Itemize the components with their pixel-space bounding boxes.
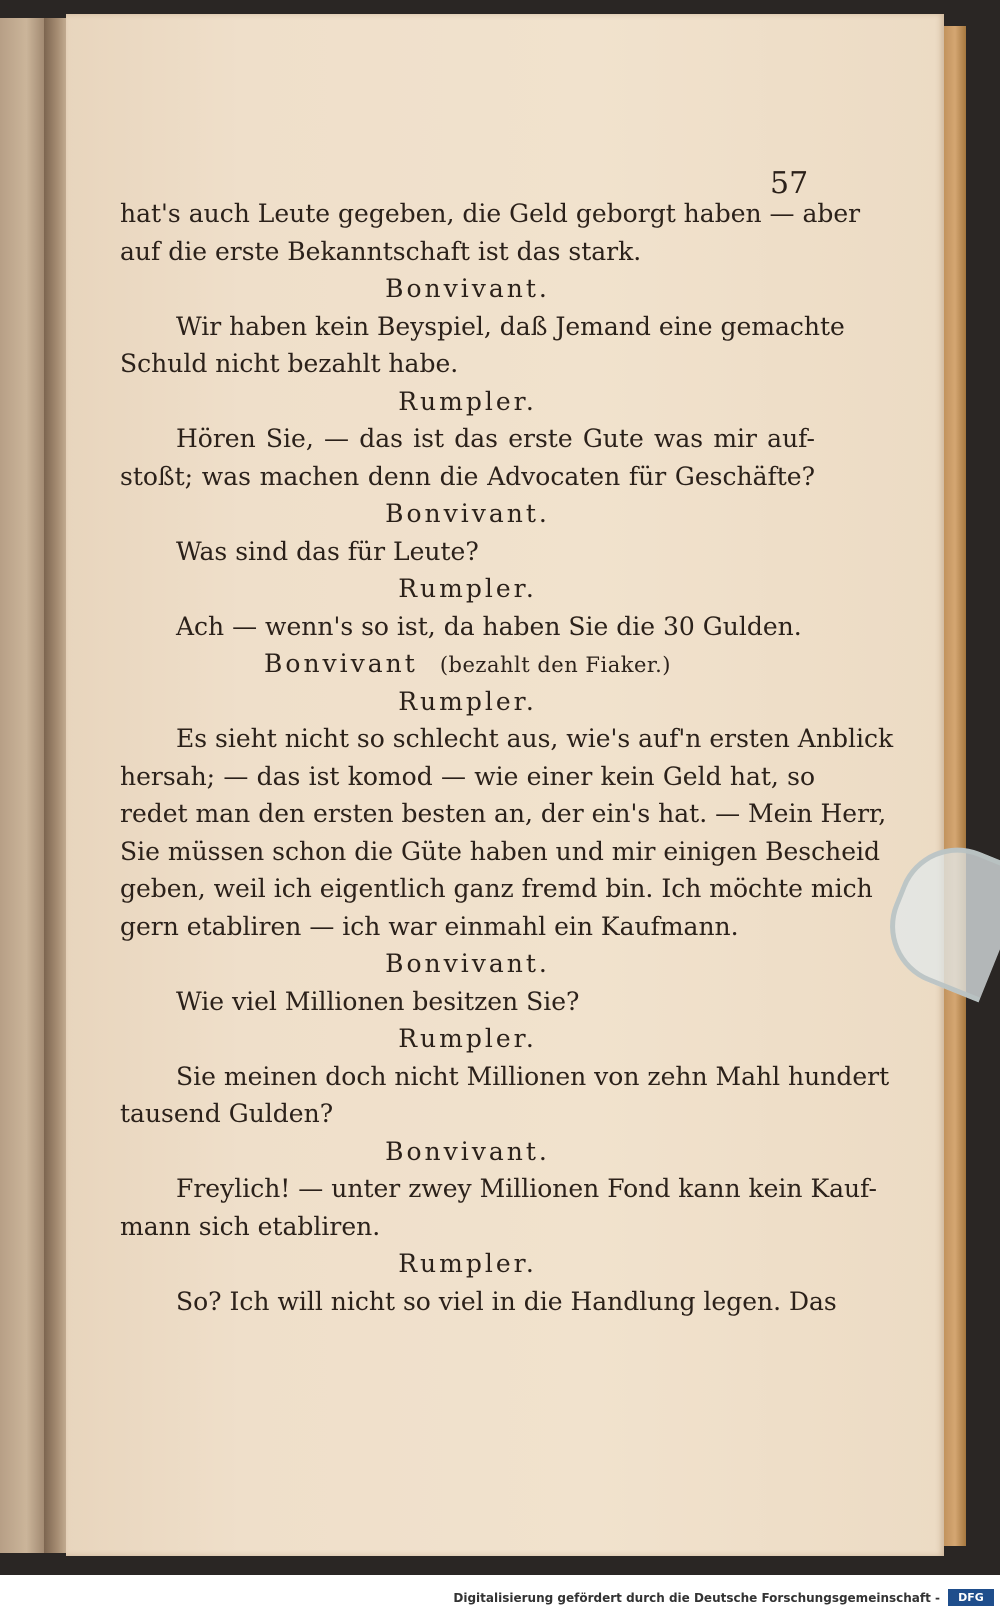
line-text: Hören Sie, — das ist das erste Gute was mir auf-	[176, 424, 815, 453]
speaker-name	[120, 270, 815, 308]
line-text: Wie viel Millionen besitzen Sie?	[176, 986, 580, 1016]
text-line	[120, 308, 845, 346]
line-text: Bonvivant	[264, 649, 418, 678]
line-text: hersah; — das ist komod — wie einer kein Geld hat, so	[120, 761, 815, 791]
text-line	[120, 833, 881, 871]
text-line	[120, 420, 815, 458]
page-text	[120, 195, 894, 1320]
stage-direction: (bezahlt den Fiaker.)	[439, 653, 671, 677]
funding-credit: Digitalisierung gefördert durch die Deutsche Forschungsgemeinschaft -	[453, 1591, 940, 1605]
line-text: Bonvivant.	[385, 1136, 550, 1166]
line-text: mann sich etabliren.	[120, 1211, 381, 1241]
speaker-name	[120, 683, 815, 721]
text-line	[120, 1208, 815, 1246]
left-page-edge	[0, 18, 44, 1553]
line-text: Bonvivant.	[385, 499, 550, 528]
speaker-name	[120, 945, 815, 983]
book-gutter	[44, 18, 68, 1553]
line-text: Freylich! — unter zwey Millionen Fond kann kein Kauf-	[176, 1174, 877, 1203]
text-line	[120, 608, 815, 646]
text-line	[120, 533, 815, 571]
line-text: Ach — wenn's so ist, da haben Sie die 30 Gulden.	[176, 611, 802, 641]
line-text: geben, weil ich eigentlich ganz fremd bin. Ich möchte mich	[120, 874, 873, 903]
text-line	[120, 195, 861, 233]
text-line	[120, 795, 887, 833]
text-line	[120, 1170, 877, 1208]
text-line	[120, 458, 815, 496]
text-line	[120, 345, 815, 383]
line-text: Bonvivant.	[385, 274, 550, 303]
line-text: gern etabliren — ich war einmahl ein Kaufmann.	[120, 911, 739, 941]
line-text: Sie müssen schon die Güte haben und mir einigen Bescheid	[120, 836, 881, 866]
speaker-name	[120, 645, 815, 683]
text-line	[120, 720, 894, 758]
speaker-name	[120, 495, 815, 533]
text-line	[120, 1095, 815, 1133]
line-text: Bonvivant.	[385, 949, 550, 978]
page-number: 57	[770, 166, 809, 201]
line-text: Wir haben kein Beyspiel, daß Jemand eine gemachte	[176, 311, 845, 341]
line-text: Es sieht nicht so schlecht aus, wie's auf'n ersten Anblick	[176, 724, 894, 753]
line-text: tausend Gulden?	[120, 1099, 334, 1128]
speaker-name	[120, 383, 815, 421]
text-line	[120, 983, 815, 1021]
text-line	[120, 758, 815, 796]
line-text: Rumpler.	[398, 386, 537, 416]
speaker-name	[120, 1133, 815, 1171]
text-line	[120, 233, 815, 271]
line-text: hat's auch Leute gegeben, die Geld geborgt haben — aber	[120, 199, 861, 228]
line-text: Rumpler.	[398, 1249, 537, 1278]
text-line	[120, 908, 815, 946]
line-text: Rumpler.	[398, 574, 537, 603]
text-line	[120, 870, 873, 908]
line-text: Sie meinen doch nicht Millionen von zehn Mahl hundert	[176, 1061, 890, 1091]
page-stack-edge	[944, 26, 966, 1546]
speaker-name	[120, 1020, 815, 1058]
footer-bar	[0, 1575, 1000, 1622]
line-text: Schuld nicht bezahlt habe.	[120, 349, 459, 378]
line-text: stoßt; was machen denn die Advocaten für Geschäfte?	[120, 461, 815, 491]
speaker-name	[120, 1245, 815, 1283]
line-text: So? Ich will nicht so viel in die Handlung legen. Das	[176, 1286, 837, 1316]
line-text: Rumpler.	[398, 686, 537, 716]
line-text: Rumpler.	[398, 1024, 537, 1053]
dfg-logo-icon: DFG	[948, 1589, 994, 1606]
line-text: Was sind das für Leute?	[176, 536, 479, 566]
line-text: auf die erste Bekanntschaft ist das stark.	[120, 236, 642, 266]
speaker-name	[120, 570, 815, 608]
text-line	[120, 1283, 837, 1321]
text-line	[120, 1058, 890, 1096]
line-text: redet man den ersten besten an, der ein's hat. — Mein Herr,	[120, 799, 887, 828]
